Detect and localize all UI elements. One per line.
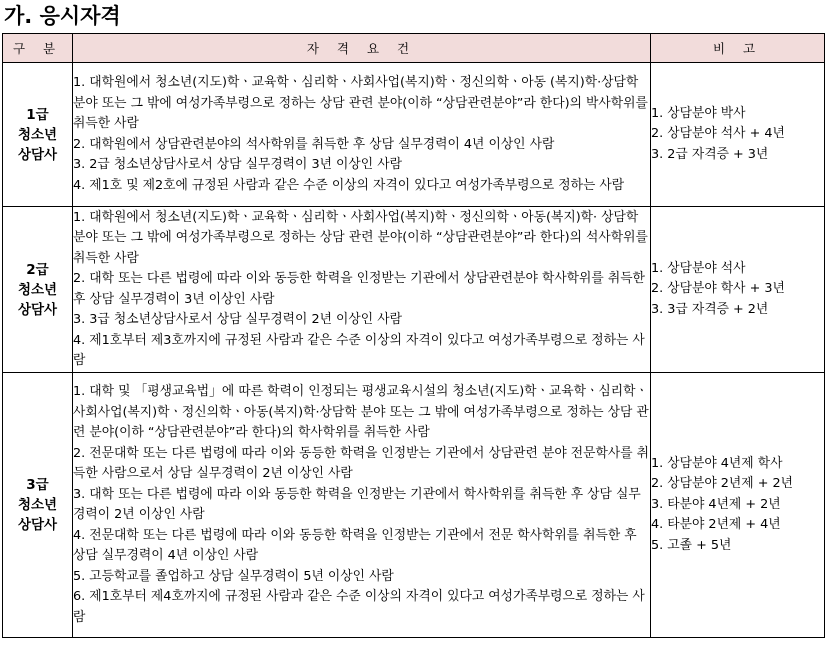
note-item: 3. 3급 자격증 + 2년 [651,301,769,317]
requirement-item: 2. 대학원에서 상담관련분야의 석사학위를 취득한 후 상담 실무경력이 4년 이상인 사람 [73,136,555,152]
note-item: 1. 상담분야 석사 [651,260,746,276]
table-row [3,207,825,373]
grade-title-line: 상담사 [17,517,58,533]
note-item: 5. 고졸 + 5년 [651,537,732,553]
note-item: 2. 상담분야 학사 + 3년 [651,281,785,297]
note-item: 3. 타분야 4년제 + 2년 [651,496,781,512]
requirement-item: 5. 고등학교를 졸업하고 상담 실무경력이 5년 이상인 사람 [73,568,394,584]
requirement-item: 2. 대학 또는 다른 법령에 따라 이와 동등한 학력을 인정받는 기관에서 상담관련분야 학사학위를 취득한 후 상담 실무경력이 3년 이상인 사람 [73,271,645,307]
requirement-item: 4. 전문대학 또는 다른 법령에 따라 이와 동등한 학력을 인정받는 기관에서 전문 학사학위를 취득한 후 상담 실무경력이 4년 이상인 사람 [73,527,637,563]
table-header-row [3,34,825,63]
table-row [3,63,825,207]
grade-label: 2급 [26,261,49,278]
grade-cell [3,63,73,207]
note-item: 4. 타분야 2년제 + 4년 [651,517,781,533]
qualifications-table [2,33,825,638]
note-item: 1. 상담분야 4년제 학사 [651,455,783,471]
grade-title-line: 청소년 [17,126,58,143]
grade-title-line: 청소년 [17,281,58,298]
grade-label: 1급 [26,106,49,123]
grade-title-line: 상담사 [17,146,58,163]
requirement-item: 2. 전문대학 또는 다른 법령에 따라 이와 동등한 학력을 인정받는 기관에서 상담관련 분야 전문학사를 취득한 사람으로서 상담 실무경력이 2년 이상인 사람 [73,445,649,481]
grade-title-line: 청소년 [17,497,58,513]
requirement-item: 3. 대학 또는 다른 법령에 따라 이와 동등한 학력을 인정받는 기관에서 학사학위를 취득한 후 상담 실무경력이 2년 이상인 사람 [73,486,641,522]
notes-cell [651,373,825,638]
note-item: 2. 상담분야 2년제 + 2년 [651,476,794,492]
requirements-cell [73,207,651,373]
requirements-cell [73,373,651,638]
header-notes: 비 고 [651,34,825,63]
grade-cell [3,373,73,638]
note-item: 1. 상담분야 박사 [651,105,746,121]
grade-cell [3,207,73,373]
note-item: 2. 상담분야 석사 + 4년 [651,126,785,142]
requirement-item: 6. 제1호부터 제4호까지에 규정된 사람과 같은 수준 이상의 자격이 있다고 여성가족부령으로 정하는 사람 [73,589,645,625]
notes-cell [651,63,825,207]
requirement-item: 1. 대학원에서 청소년(지도)학ㆍ교육학ㆍ심리학ㆍ사회사업(복지)학ㆍ정신의학ㆍ아동(복지)학· 상담학 분야 또는 그 밖에 여성가족부령으로 정하는 상담 관련 분야(이하 “상담관련분야”라 한다)의 석사학위를 취득한 사람 [73,209,648,266]
section-title: 가. 응시자격 [4,4,121,28]
requirement-item: 1. 대학원에서 청소년(지도)학ㆍ교육학ㆍ심리학ㆍ사회사업(복지)학ㆍ정신의학ㆍ아동 (복지)학·상담학 분야 또는 그 밖에 여성가족부령으로 정하는 상담 관련 분야(이하 “상담관련분야”라 한다)의 박사학위를 취득한 사람 [73,75,648,131]
header-category: 구 분 [3,34,73,63]
grade-title-line: 상담사 [17,301,58,318]
requirement-item: 3. 2급 청소년상담사로서 상담 실무경력이 3년 이상인 사람 [73,157,402,172]
note-item: 3. 2급 자격증 + 3년 [651,146,769,162]
header-requirements: 자 격 요 건 [73,34,651,63]
requirement-item: 1. 대학 및 「평생교육법」에 따른 학력이 인정되는 평생교육시설의 청소년(지도)학ㆍ교육학ㆍ심리학ㆍ사회사업(복지)학ㆍ정신의학ㆍ아동(복지)학·상담학 분야 또는 그 밖에 여성가족부령으로 정하는 상담 관련 분야(이하 “상담관련분야”라 한다)의 학사학위를 취득한 사람 [73,384,649,440]
grade-label: 3급 [26,477,49,493]
notes-cell [651,207,825,373]
table-row [3,373,825,638]
requirements-cell [73,63,651,207]
requirement-item: 3. 3급 청소년상담사로서 상담 실무경력이 2년 이상인 사람 [73,312,402,327]
requirement-item: 4. 제1호부터 제3호까지에 규정된 사람과 같은 수준 이상의 자격이 있다고 여성가족부령으로 정하는 사람 [73,332,645,368]
requirement-item: 4. 제1호 및 제2호에 규정된 사람과 같은 수준 이상의 자격이 있다고 여성가족부령으로 정하는 사람 [73,177,625,193]
